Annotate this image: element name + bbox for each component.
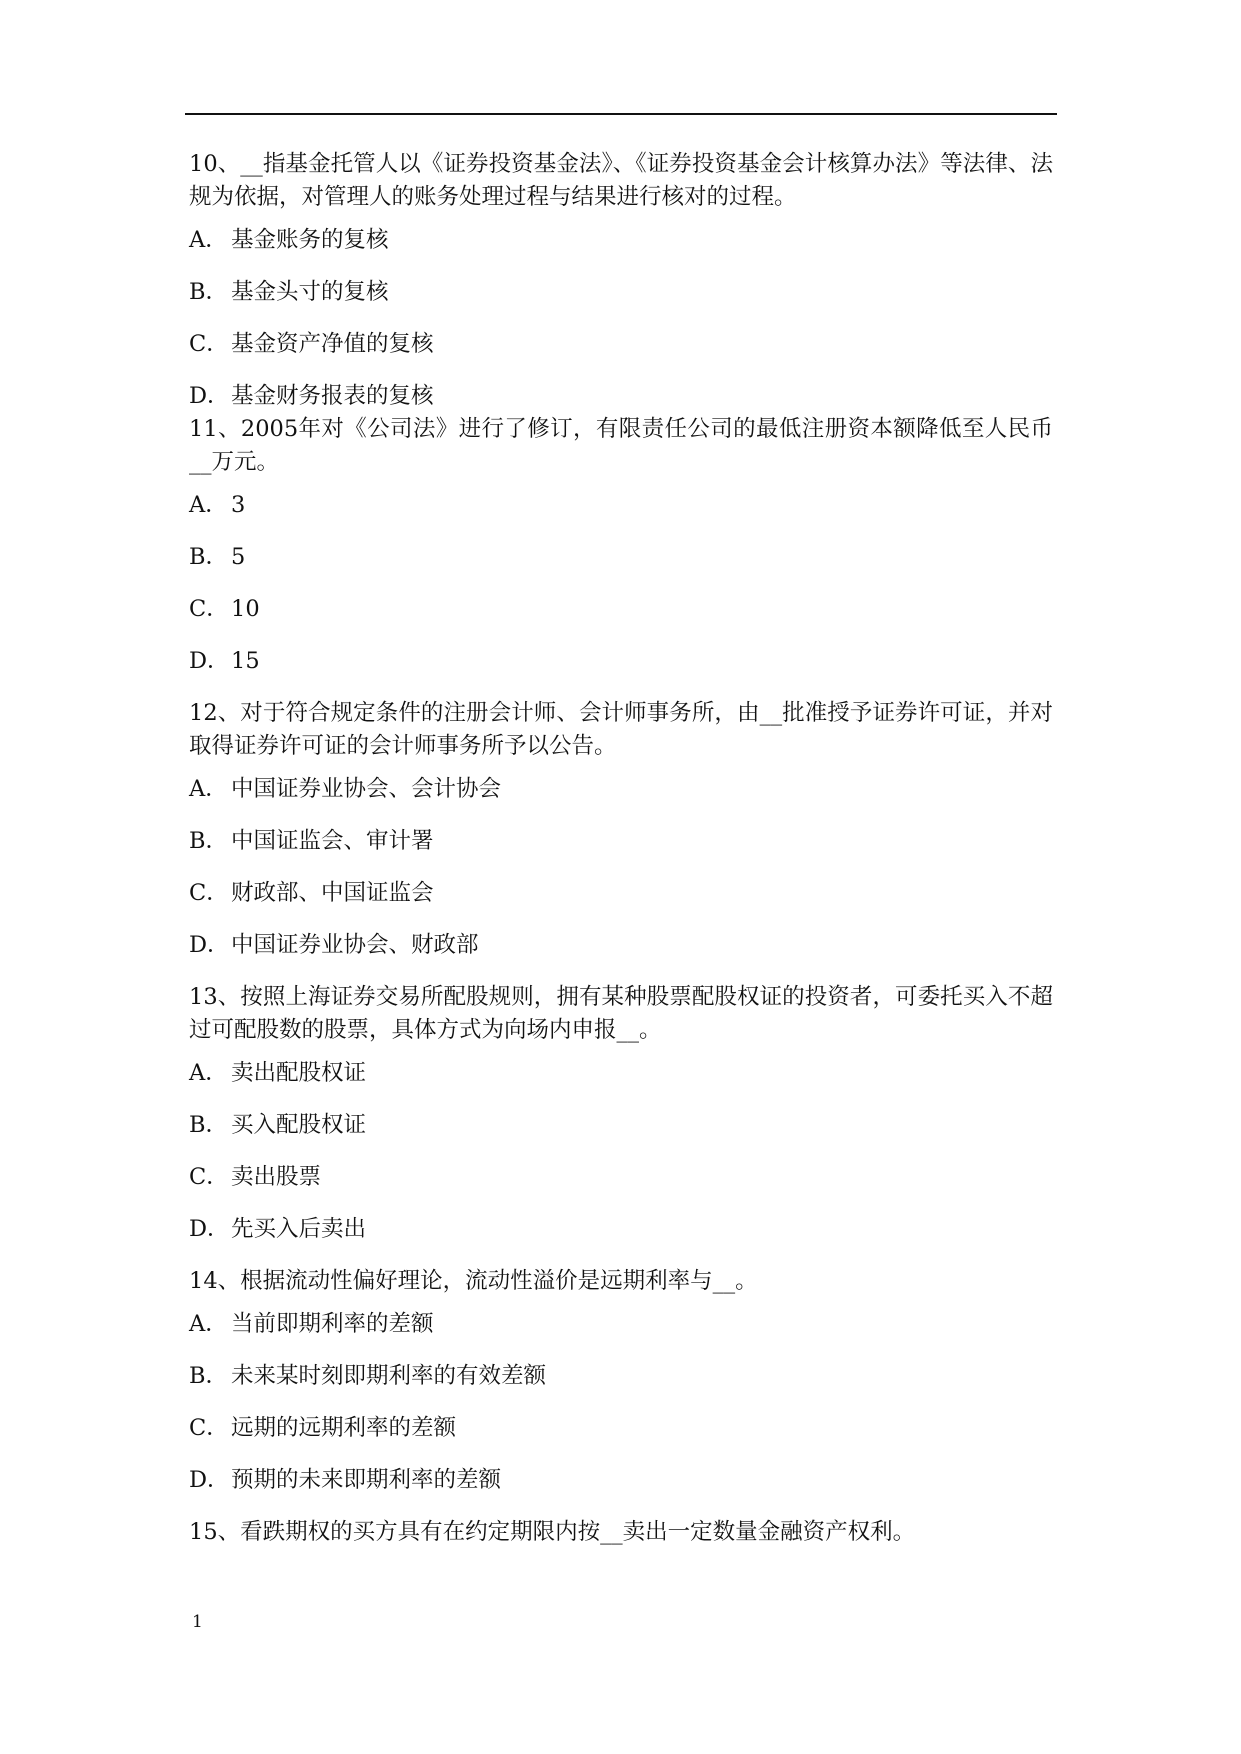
option-b: B． 基金头寸的复核 bbox=[189, 279, 389, 305]
option-b: B． 未来某时刻即期利率的有效差额 bbox=[189, 1363, 547, 1389]
header-rule bbox=[185, 113, 1057, 115]
question-12 bbox=[189, 697, 1053, 962]
option-b: B． 中国证监会、审计署 bbox=[189, 828, 434, 854]
option-d: D．中国证券业协会、财政部 bbox=[189, 932, 479, 958]
page-number: 1 bbox=[192, 1612, 203, 1632]
question-stem: 11、2005年对《公司法》进行了修订，有限责任公司的最低注册资本额降低至人民币__万元。 bbox=[189, 416, 1053, 475]
question-15 bbox=[189, 1516, 1053, 1549]
option-d: D．预期的未来即期利率的差额 bbox=[189, 1467, 502, 1493]
option-c: C． 基金资产净值的复核 bbox=[189, 331, 434, 357]
option-d: D．基金财务报表的复核 bbox=[189, 383, 434, 409]
option-a: A． 基金账务的复核 bbox=[189, 227, 389, 253]
question-11 bbox=[189, 413, 1053, 678]
question-14 bbox=[189, 1265, 1053, 1497]
option-a: A． 中国证券业协会、会计协会 bbox=[189, 776, 502, 802]
option-d: D．先买入后卖出 bbox=[189, 1216, 367, 1242]
option-a: A． 卖出配股权证 bbox=[189, 1060, 367, 1086]
option-a: A． 3 bbox=[189, 492, 246, 518]
option-b: B． 买入配股权证 bbox=[189, 1112, 367, 1138]
question-13 bbox=[189, 981, 1053, 1246]
option-c: C． 财政部、中国证监会 bbox=[189, 880, 434, 906]
question-10 bbox=[189, 148, 1053, 413]
question-stem: 13、按照上海证券交易所配股规则，拥有某种股票配股权证的投资者，可委托买入不超过可配股数的股票，具体方式为向场内申报__。 bbox=[189, 984, 1053, 1043]
option-c: C． 卖出股票 bbox=[189, 1164, 322, 1190]
question-stem: 10、__指基金托管人以《证券投资基金法》、《证券投资基金会计核算办法》等法律、法规为依据，对管理人的账务处理过程与结果进行核对的过程。 bbox=[189, 151, 1053, 210]
option-c: C． 10 bbox=[189, 596, 260, 622]
document-body bbox=[189, 148, 1053, 1559]
option-a: A． 当前即期利率的差额 bbox=[189, 1311, 434, 1337]
question-stem: 15、看跌期权的买方具有在约定期限内按__卖出一定数量金融资产权利。 bbox=[189, 1519, 916, 1545]
option-b: B． 5 bbox=[189, 544, 246, 570]
option-c: C． 远期的远期利率的差额 bbox=[189, 1415, 457, 1441]
question-stem: 14、根据流动性偏好理论，流动性溢价是远期利率与__。 bbox=[189, 1268, 758, 1294]
option-d: D．15 bbox=[189, 648, 260, 674]
question-stem: 12、对于符合规定条件的注册会计师、会计师事务所，由__批准授予证券许可证，并对取得证券许可证的会计师事务所予以公告。 bbox=[189, 700, 1053, 759]
